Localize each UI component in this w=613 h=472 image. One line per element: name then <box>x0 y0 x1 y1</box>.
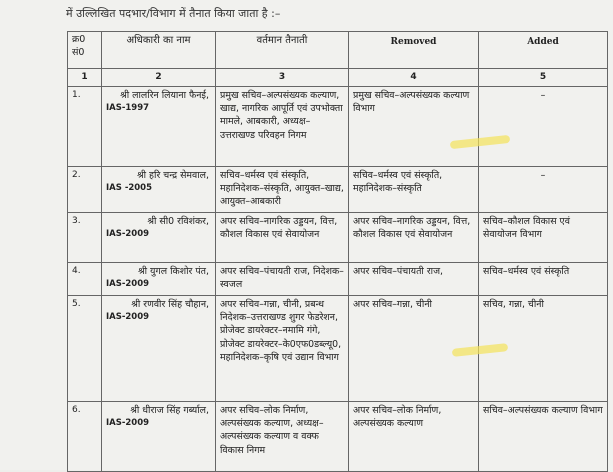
officer-name: श्री रणवीर सिंह चौहान, <box>131 298 209 310</box>
current-posting: प्रमुख सचिव–अल्पसंख्यक कल्याण, खाद्य, नागरिक आपूर्ति एवं उपभोक्ता मामले, आबकारी, अध्यक्ष–उत्तराखण्ड परिवहन निगम <box>216 86 349 166</box>
serial-number: 6. <box>68 401 102 471</box>
removed-posting: अपर सचिव–नागरिक उड्डयन, वित्त, कौशल विकास एवं सेवायोजन <box>349 212 479 262</box>
column-number: 2 <box>102 69 216 87</box>
officer-name: श्री युगल किशोर पंत, <box>138 265 209 277</box>
header-current: वर्तमान तैनाती <box>216 32 349 69</box>
officer-name: श्री धीराज सिंह गर्ब्याल, <box>130 404 209 416</box>
added-posting: – <box>479 166 608 212</box>
table-row <box>68 262 608 295</box>
column-number: 5 <box>479 69 608 87</box>
serial-number: 1. <box>68 86 102 166</box>
serial-number: 4. <box>68 262 102 295</box>
header-removed: Removed <box>349 32 479 69</box>
transfer-table <box>67 31 608 472</box>
added-posting: सचिव–कौशल विकास एवं सेवायोजन विभाग <box>479 212 608 262</box>
officer-name-cell <box>102 401 216 471</box>
table-row <box>68 212 608 262</box>
serial-number: 3. <box>68 212 102 262</box>
officer-name-cell <box>102 166 216 212</box>
column-number: 1 <box>68 69 102 87</box>
header-name: अधिकारी का नाम <box>102 32 216 69</box>
table-row <box>68 295 608 401</box>
officer-name-cell <box>102 86 216 166</box>
current-posting: अपर सचिव–नागरिक उड्डयन, वित्त, कौशल विकास एवं सेवायोजन <box>216 212 349 262</box>
removed-posting: प्रमुख सचिव–अल्पसंख्यक कल्याण विभाग <box>349 86 479 166</box>
table-row <box>68 166 608 212</box>
officer-name-cell <box>102 212 216 262</box>
removed-posting: अपर सचिव–लोक निर्माण, अल्पसंख्यक कल्याण <box>349 401 479 471</box>
removed-posting: अपर सचिव–गन्ना, चीनी <box>349 295 479 401</box>
added-posting: सचिव–अल्पसंख्यक कल्याण विभाग <box>479 401 608 471</box>
header-row <box>68 32 608 69</box>
serial-number: 2. <box>68 166 102 212</box>
added-posting: – <box>479 86 608 166</box>
added-posting: सचिव–धर्मस्व एवं संस्कृति <box>479 262 608 295</box>
officer-batch: IAS -2005 <box>106 183 153 194</box>
removed-posting: अपर सचिव–पंचायती राज, <box>349 262 479 295</box>
removed-posting: सचिव–धर्मस्व एवं संस्कृति, महानिदेशक–संस्कृति <box>349 166 479 212</box>
officer-name-cell <box>102 262 216 295</box>
intro-text: में उल्लिखित पदभार/विभाग में तैनात किया जाता है :– <box>66 7 281 20</box>
column-number: 4 <box>349 69 479 87</box>
table-row <box>68 86 608 166</box>
officer-batch: IAS-2009 <box>106 418 150 429</box>
officer-name-cell <box>102 295 216 401</box>
officer-batch: IAS-1997 <box>106 103 150 114</box>
officer-batch: IAS-2009 <box>106 229 150 240</box>
current-posting: अपर सचिव–लोक निर्माण, अल्पसंख्यक कल्याण, अध्यक्ष–अल्पसंख्यक कल्याण व वक्फ विकास निगम <box>216 401 349 471</box>
officer-name: श्री हरि चन्द्र सेमवाल, <box>137 169 209 181</box>
table-row <box>68 401 608 471</box>
current-posting: सचिव–धर्मस्व एवं संस्कृति, महानिदेशक–संस्कृति, आयुक्त–खाद्य, आयुक्त–आबकारी <box>216 166 349 212</box>
column-number-row <box>68 69 608 87</box>
current-posting: अपर सचिव–पंचायती राज, निदेशक–स्वजल <box>216 262 349 295</box>
serial-number: 5. <box>68 295 102 401</box>
header-sno: क्र0 सं0 <box>68 32 102 69</box>
current-posting: अपर सचिव–गन्ना, चीनी, प्रबन्ध निदेशक–उत्तराखण्ड शुगर फेडरेशन, प्रोजेक्ट डायरेक्टर–नमामि गंगे, प्रोजेक्ट डायरेक्टर–के0एफ0डब्ल्यू0, महानिदेशक–कृषि एवं उद्यान विभाग <box>216 295 349 401</box>
officer-batch: IAS-2009 <box>106 312 150 323</box>
added-posting: सचिव, गन्ना, चीनी <box>479 295 608 401</box>
officer-name: श्री सी0 रविशंकर, <box>147 215 209 227</box>
column-number: 3 <box>216 69 349 87</box>
header-added: Added <box>479 32 608 69</box>
officer-name: श्री लालरिन लियाना फैनई, <box>120 89 209 101</box>
officer-batch: IAS-2009 <box>106 279 150 290</box>
